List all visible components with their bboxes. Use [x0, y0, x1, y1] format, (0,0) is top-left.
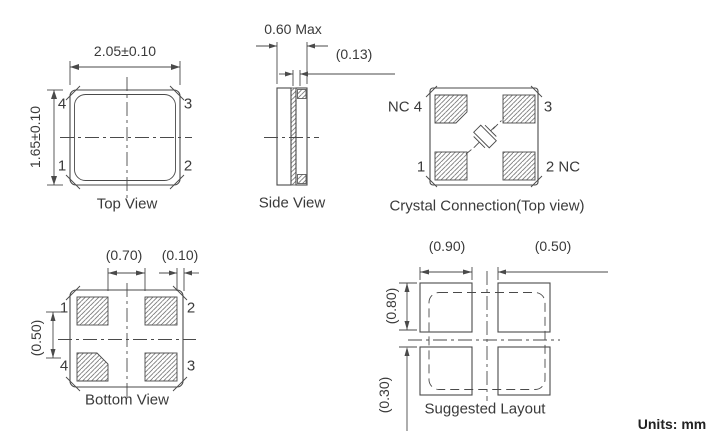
bottom-view-edge-dim-label: (0.10) — [161, 247, 199, 263]
top-view-width-dim-label: 2.05±0.10 — [93, 43, 157, 59]
bottom-view-pin-1-label: 1 — [59, 299, 69, 317]
suggested-layout-caption: Suggested Layout — [424, 400, 546, 418]
side-view-caption: Side View — [258, 194, 326, 212]
units-label: Units: mm — [637, 416, 707, 432]
layout-land-height-dim-label: (0.80) — [383, 287, 399, 325]
top-view-pin-4-label: 4 — [57, 95, 67, 113]
connection-pin-1-label: 1 — [416, 158, 426, 176]
bottom-view-caption: Bottom View — [85, 391, 169, 409]
top-view-width-dimension — [70, 61, 180, 85]
layout-land-width-dimension — [420, 267, 472, 280]
connection-pin-2nc-label: 2 NC — [545, 158, 581, 176]
layout-land-width-dim-label: (0.90) — [428, 238, 466, 254]
side-view-thickness-dim-label: 0.60 Max — [264, 21, 322, 37]
side-view-lid-dim-label: (0.13) — [335, 46, 373, 62]
bottom-view-pin-4-label: 4 — [59, 357, 69, 375]
side-view-body — [277, 88, 307, 185]
top-view-pin-2-label: 2 — [183, 157, 193, 175]
bottom-view-pin-3-label: 3 — [186, 357, 196, 375]
top-view-caption: Top View — [96, 195, 158, 213]
top-view-pin-3-label: 3 — [183, 95, 193, 113]
side-view-thickness-dimension — [256, 42, 328, 84]
bottom-view-vertical-dimension — [46, 312, 61, 358]
connection-pin-nc4-label: NC 4 — [387, 98, 423, 116]
layout-vertical-gap-dim-label: (0.30) — [376, 376, 392, 414]
bottom-view-vertical-dim-label: (0.50) — [28, 319, 44, 357]
layout-land-gap-dimension — [498, 267, 608, 280]
bottom-view-gap-dimension — [108, 268, 145, 291]
layout-vertical-gap-dimension — [399, 347, 417, 431]
top-view-height-dim-label: 1.65±0.10 — [27, 105, 43, 169]
layout-land-gap-dim-label: (0.50) — [534, 238, 572, 254]
connection-pin-3-label: 3 — [543, 98, 553, 116]
top-view-pin-1-label: 1 — [57, 157, 67, 175]
bottom-view-pin-2-label: 2 — [186, 299, 196, 317]
side-view-lid-dimension — [279, 70, 395, 86]
bottom-view-gap-dim-label: (0.70) — [105, 247, 143, 263]
crystal-connection-caption: Crystal Connection(Top view) — [389, 197, 585, 215]
bottom-view-edge-dimension — [159, 268, 199, 291]
layout-land-height-dimension — [399, 283, 417, 330]
layout-centerlines — [408, 271, 560, 401]
layout-lands — [420, 283, 550, 395]
